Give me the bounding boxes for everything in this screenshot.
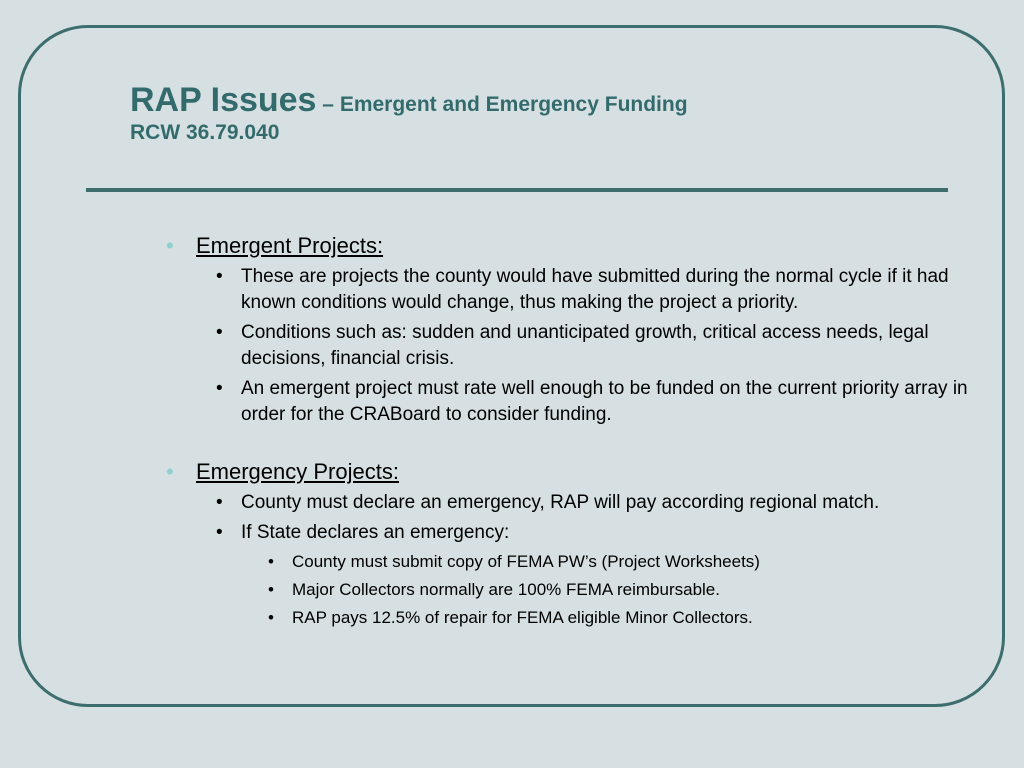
bullet-icon: • — [216, 322, 223, 343]
sub-list-item — [160, 606, 980, 630]
list-item-text: Conditions such as: sudden and unanticipated growth, critical access needs, legal decisions, financial crisis. — [241, 322, 929, 369]
sub-list-item-text: County must submit copy of FEMA PW’s (Project Worksheets) — [292, 552, 760, 571]
list-item — [160, 320, 980, 372]
section-heading-label: Emergency Projects: — [196, 459, 399, 484]
sub-list-item-text: RAP pays 12.5% of repair for FEMA eligible Minor Collectors. — [292, 608, 753, 627]
section-gap — [160, 428, 980, 458]
title-main: RAP Issues — [130, 81, 317, 119]
list-item — [160, 490, 980, 516]
section-heading-emergency — [160, 458, 980, 486]
bullet-icon: • — [268, 608, 274, 627]
bullet-icon: • — [166, 459, 174, 484]
slide-title — [130, 80, 688, 146]
bullet-icon: • — [216, 378, 223, 399]
bullet-icon: • — [268, 552, 274, 571]
title-rcw: RCW 36.79.040 — [130, 121, 280, 144]
title-subtitle: – Emergent and Emergency Funding — [316, 93, 688, 116]
section-heading-label: Emergent Projects: — [196, 233, 384, 258]
list-item-text: An emergent project must rate well enough to be funded on the current priority array in order for the CRABoard to consider funding. — [241, 378, 968, 425]
title-line-1 — [130, 80, 688, 120]
sub-list-item — [160, 578, 980, 602]
title-divider — [86, 188, 948, 192]
list-item-text: County must declare an emergency, RAP will pay according regional match. — [241, 492, 880, 513]
list-item-text: If State declares an emergency: — [241, 522, 510, 543]
sub-list-item-text: Major Collectors normally are 100% FEMA reimbursable. — [292, 580, 720, 599]
list-item — [160, 376, 980, 428]
list-item-text: These are projects the county would have submitted during the normal cycle if it had known conditions would change, thus making the project a priority. — [241, 266, 949, 313]
slide-body — [160, 232, 980, 630]
bullet-icon: • — [166, 233, 174, 258]
bullet-icon: • — [216, 522, 223, 543]
bullet-icon: • — [216, 492, 223, 513]
bullet-icon: • — [216, 266, 223, 287]
section-heading-emergent — [160, 232, 980, 260]
sub-list-item — [160, 550, 980, 574]
list-item — [160, 520, 980, 546]
list-item — [160, 264, 980, 316]
bullet-icon: • — [268, 580, 274, 599]
